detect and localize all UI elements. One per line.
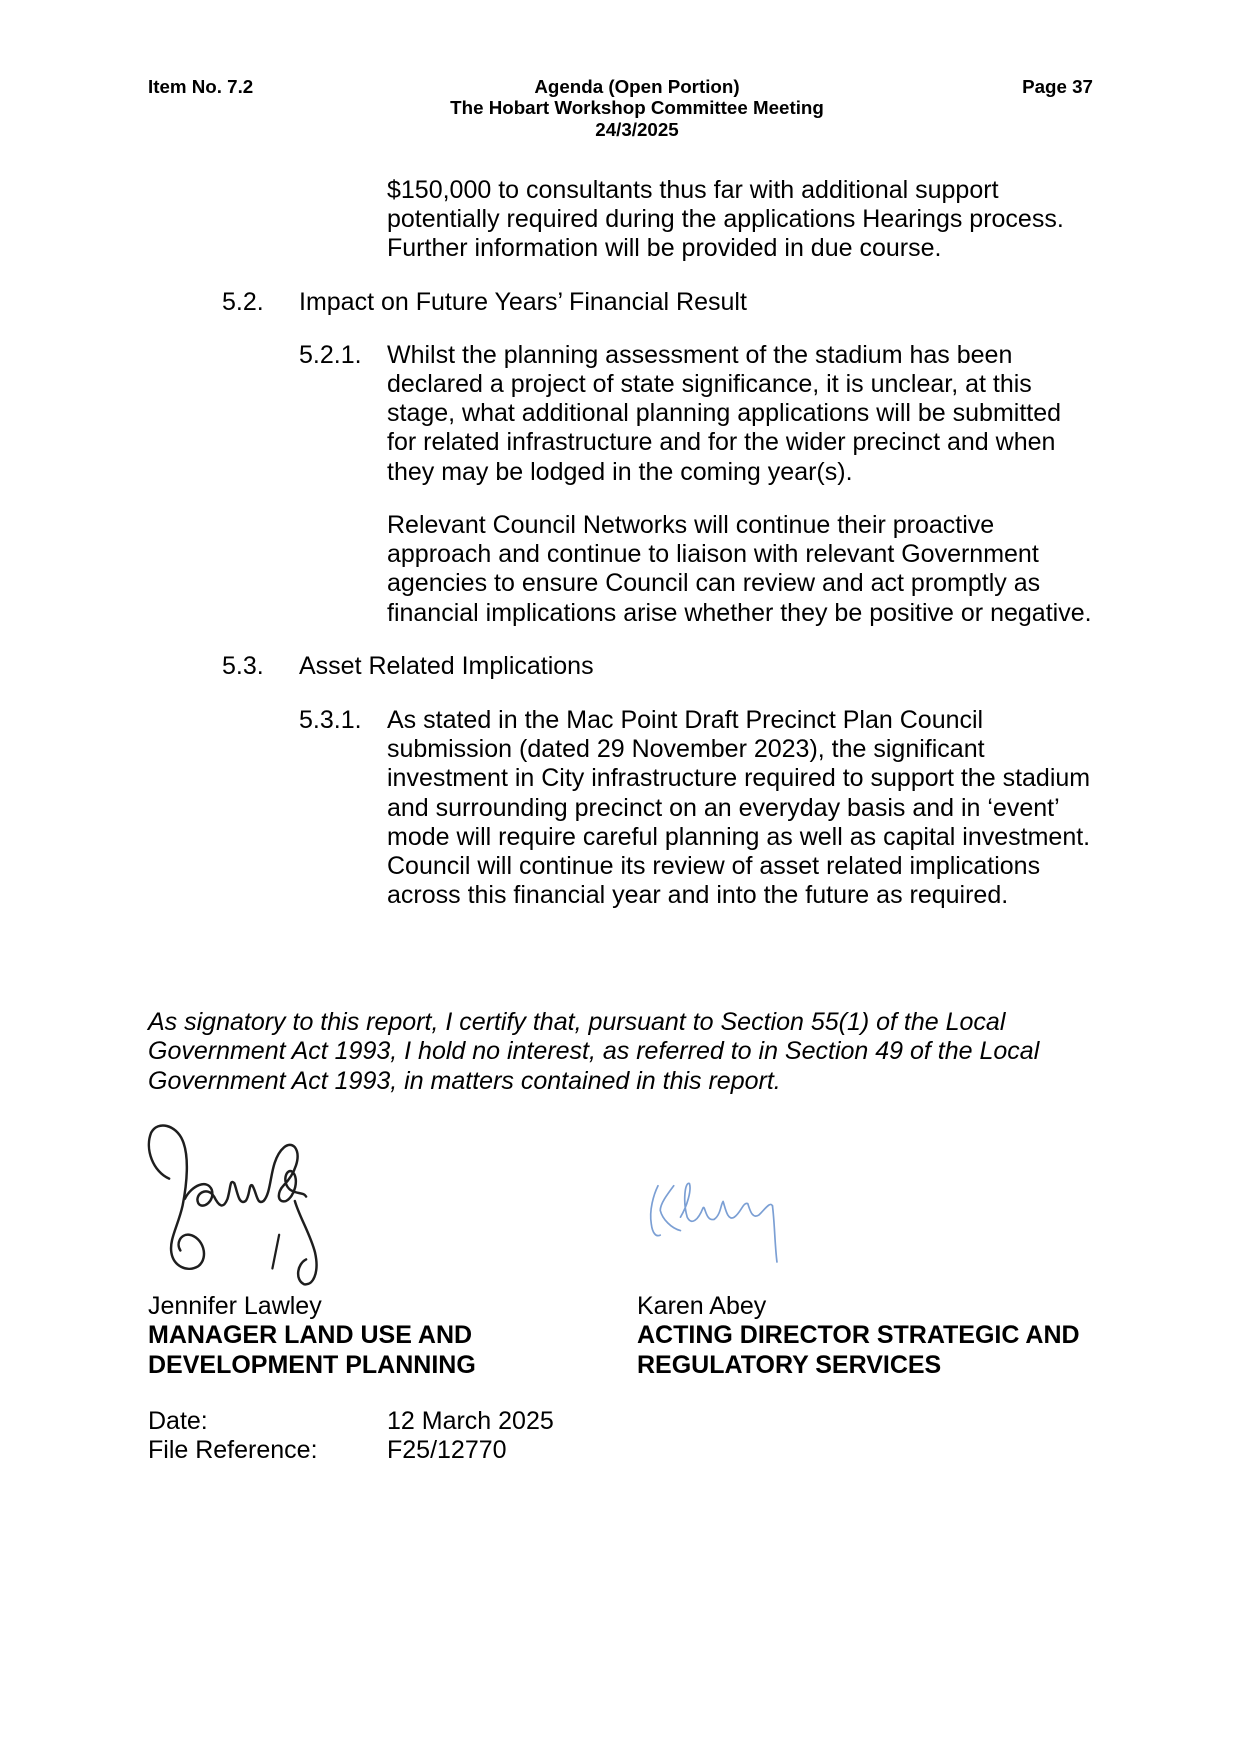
paragraph-line: Further information will be provided in due course. bbox=[387, 233, 942, 262]
item-5-3-1-paragraph bbox=[387, 706, 1090, 910]
paragraph-line: stage, what additional planning applications will be submitted bbox=[387, 399, 1062, 428]
signatory-title-line: MANAGER LAND USE AND bbox=[148, 1321, 473, 1350]
paragraph-line: $150,000 to consultants thus far with additional support bbox=[387, 175, 999, 204]
date-value: 12 March 2025 bbox=[387, 1407, 554, 1436]
paragraph-line: submission (dated 29 November 2023), the significant bbox=[387, 735, 985, 764]
item-number: 5.2.1. bbox=[299, 341, 362, 370]
signatory-block-1 bbox=[148, 1292, 476, 1379]
certification-line: Government Act 1993, I hold no interest, as referred to in Section 49 of the Local bbox=[148, 1037, 1040, 1066]
signatory-name: Jennifer Lawley bbox=[148, 1292, 322, 1321]
continuation-paragraph bbox=[387, 176, 1064, 263]
paragraph-line: agencies to ensure Council can review and act promptly as bbox=[387, 569, 1041, 598]
section-5-2-heading bbox=[299, 288, 747, 317]
certification-line: As signatory to this report, I certify that, pursuant to Section 55(1) of the Local bbox=[148, 1008, 1006, 1037]
file-reference-label: File Reference: bbox=[148, 1436, 318, 1465]
signature-karen-abey bbox=[640, 1170, 786, 1271]
paragraph-line: and surrounding precinct on an everyday basis and in ‘event’ bbox=[387, 793, 1060, 822]
item-5-2-1-paragraph bbox=[387, 341, 1061, 486]
section-5-3-heading bbox=[299, 652, 594, 681]
paragraph-line: they may be lodged in the coming year(s). bbox=[387, 457, 853, 486]
section-5-3-number bbox=[222, 652, 264, 681]
item-5-2-1-second-paragraph bbox=[387, 511, 1092, 627]
paragraph-line: financial implications arise whether they be positive or negative. bbox=[387, 598, 1092, 627]
header-meeting-date: 24/3/2025 bbox=[595, 118, 679, 140]
header-meeting-info bbox=[437, 76, 837, 140]
header-meeting-name: The Hobart Workshop Committee Meeting bbox=[450, 97, 824, 119]
paragraph-line: approach and continue to liaison with relevant Government bbox=[387, 540, 1039, 569]
paragraph-line: Relevant Council Networks will continue their proactive bbox=[387, 511, 995, 540]
header-item-number-text: Item No. 7.2 bbox=[148, 76, 254, 97]
section-5-2-number bbox=[222, 288, 264, 317]
section-number: 5.3. bbox=[222, 652, 264, 681]
paragraph-line: As stated in the Mac Point Draft Precinct Plan Council bbox=[387, 706, 984, 735]
certification-line: Government Act 1993, in matters contained in this report. bbox=[148, 1066, 781, 1095]
section-title: Impact on Future Years’ Financial Result bbox=[299, 288, 747, 317]
file-reference-value: F25/12770 bbox=[387, 1436, 507, 1465]
paragraph-line: for related infrastructure and for the wider precinct and when bbox=[387, 428, 1056, 457]
signature-jennifer-lawley bbox=[142, 1118, 322, 1292]
signatory-title-line: REGULATORY SERVICES bbox=[637, 1350, 942, 1379]
certification-statement bbox=[148, 1008, 1039, 1095]
section-number: 5.2. bbox=[222, 288, 264, 317]
item-5-2-1-number bbox=[299, 341, 362, 370]
paragraph-line: declared a project of state significance, it is unclear, at this bbox=[387, 370, 1032, 399]
paragraph-line: investment in City infrastructure required to support the stadium bbox=[387, 764, 1091, 793]
paragraph-line: across this financial year and into the future as required. bbox=[387, 880, 1009, 909]
header-item-number bbox=[148, 76, 253, 97]
header-page-number-text: Page 37 bbox=[1022, 76, 1093, 97]
signatory-title-line: ACTING DIRECTOR STRATEGIC AND bbox=[637, 1321, 1080, 1350]
paragraph-line: mode will require careful planning as well as capital investment. bbox=[387, 822, 1091, 851]
meta-values bbox=[387, 1407, 554, 1465]
signatory-name: Karen Abey bbox=[637, 1292, 767, 1321]
signatory-block-2 bbox=[637, 1292, 1080, 1379]
item-5-3-1-number bbox=[299, 706, 362, 735]
signatory-title-line: DEVELOPMENT PLANNING bbox=[148, 1350, 476, 1379]
paragraph-line: Council will continue its review of asset related implications bbox=[387, 851, 1041, 880]
item-number: 5.3.1. bbox=[299, 706, 362, 735]
header-agenda: Agenda (Open Portion) bbox=[534, 76, 740, 97]
paragraph-line: Whilst the planning assessment of the stadium has been bbox=[387, 341, 1013, 370]
section-title: Asset Related Implications bbox=[299, 652, 594, 681]
date-label: Date: bbox=[148, 1407, 208, 1436]
paragraph-line: potentially required during the applications Hearings process. bbox=[387, 204, 1064, 233]
header-page-number bbox=[1022, 76, 1093, 97]
meta-labels bbox=[148, 1407, 318, 1465]
